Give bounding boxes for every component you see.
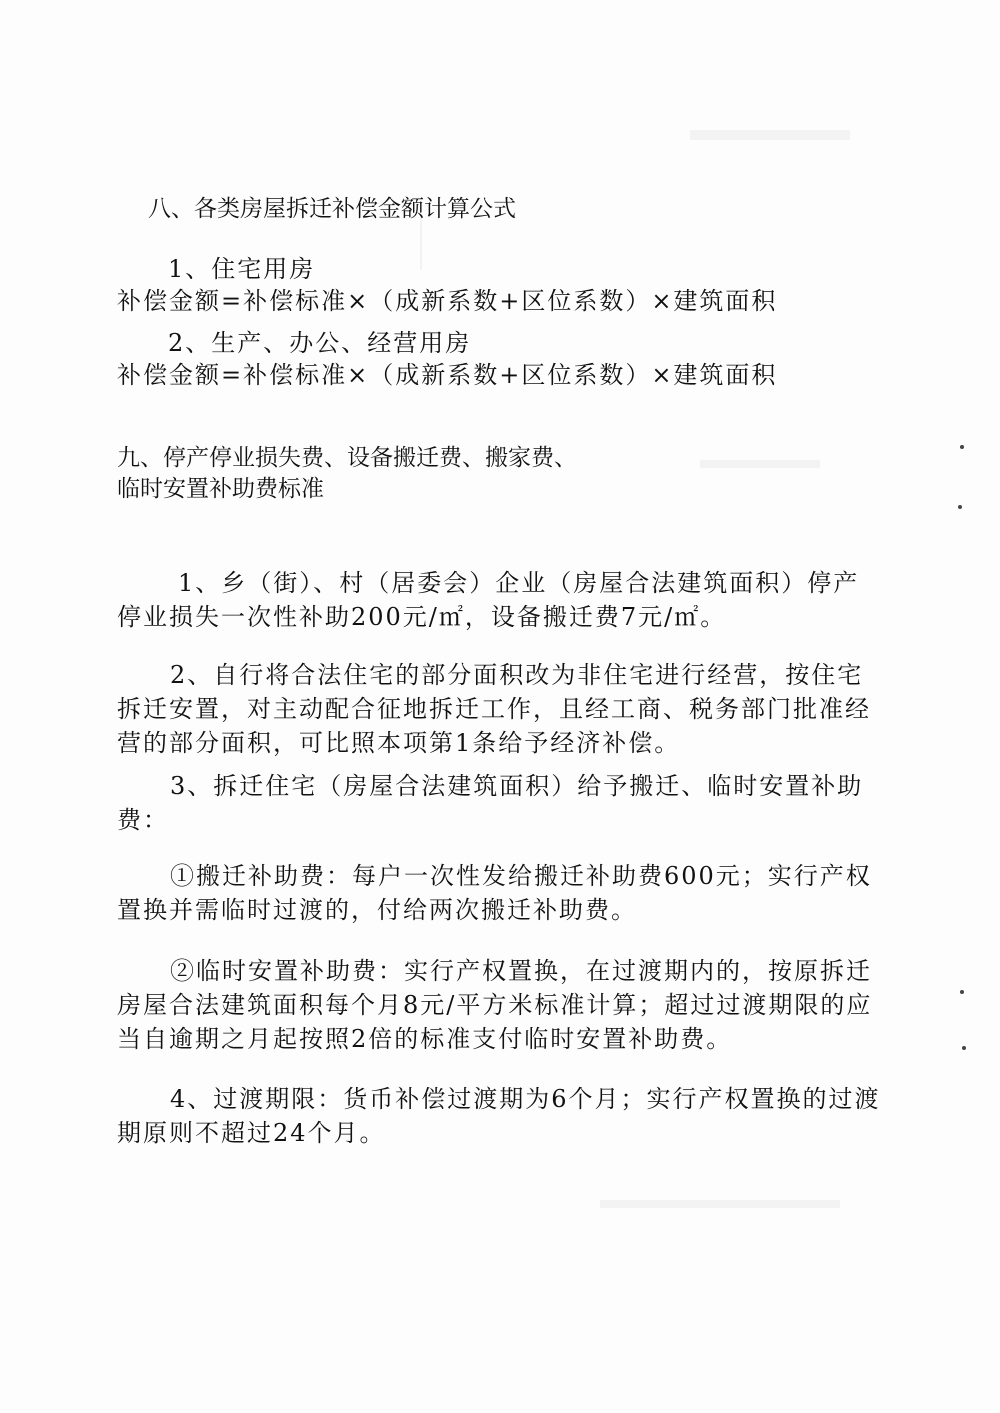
bleed-through-mark: [690, 130, 850, 140]
para-2-line-1: 2、自行将合法住宅的部分面积改为非住宅进行经营，按住宅: [170, 661, 864, 689]
para-3a-line-1: ①搬迁补助费：每户一次性发给搬迁补助费600元；实行产权: [170, 862, 872, 890]
para-3b-line-2: 房屋合法建筑面积每个月8元/平方米标准计算；超过过渡期限的应: [117, 991, 873, 1019]
para-3b-line-1: ②临时安置补助费：实行产权置换，在过渡期内的，按原拆迁: [170, 957, 872, 985]
para-3-line-1: 3、拆迁住宅（房屋合法建筑面积）给予搬迁、临时安置补助: [170, 772, 864, 800]
bleed-through-mark: [700, 460, 820, 468]
para-3b-line-3: 当自逾期之月起按照2倍的标准支付临时安置补助费。: [117, 1025, 733, 1053]
para-4-line-1: 4、过渡期限：货币补偿过渡期为6个月；实行产权置换的过渡: [170, 1085, 881, 1113]
para-2-line-2: 拆迁安置，对主动配合征地拆迁工作，且经工商、税务部门批准经: [117, 695, 871, 723]
para-1-line-1: 1、乡（街）、村（居委会）企业（房屋合法建筑面积）停产: [178, 569, 860, 597]
section-8-item-1-formula: 补偿金额=补偿标准×（成新系数+区位系数）×建筑面积: [117, 287, 778, 315]
scan-speck: [960, 445, 964, 449]
section-9-heading-line-2: 临时安置补助费标准: [117, 476, 324, 502]
scan-speck: [958, 505, 962, 509]
para-3a-line-2: 置换并需临时过渡的，付给两次搬迁补助费。: [117, 896, 637, 924]
para-3-line-2: 费：: [117, 806, 169, 834]
section-8-item-2-formula: 补偿金额=补偿标准×（成新系数+区位系数）×建筑面积: [117, 361, 778, 389]
scan-speck: [960, 990, 964, 994]
section-8-item-1-label: 1、住宅用房: [168, 255, 316, 283]
para-1-line-2: 停业损失一次性补助200元/㎡，设备搬迁费7元/㎡。: [117, 603, 727, 631]
section-8-heading: 八、各类房屋拆迁补偿金额计算公式: [148, 196, 516, 222]
para-2-line-3: 营的部分面积，可比照本项第1条给予经济补偿。: [117, 729, 681, 757]
scan-speck: [962, 1046, 966, 1050]
para-4-line-2: 期原则不超过24个月。: [117, 1119, 386, 1147]
section-9-heading-line-1: 九、停产停业损失费、设备搬迁费、搬家费、: [117, 445, 577, 471]
bleed-through-mark: [600, 1200, 840, 1208]
section-8-item-2-label: 2、生产、办公、经营用房: [168, 329, 472, 357]
